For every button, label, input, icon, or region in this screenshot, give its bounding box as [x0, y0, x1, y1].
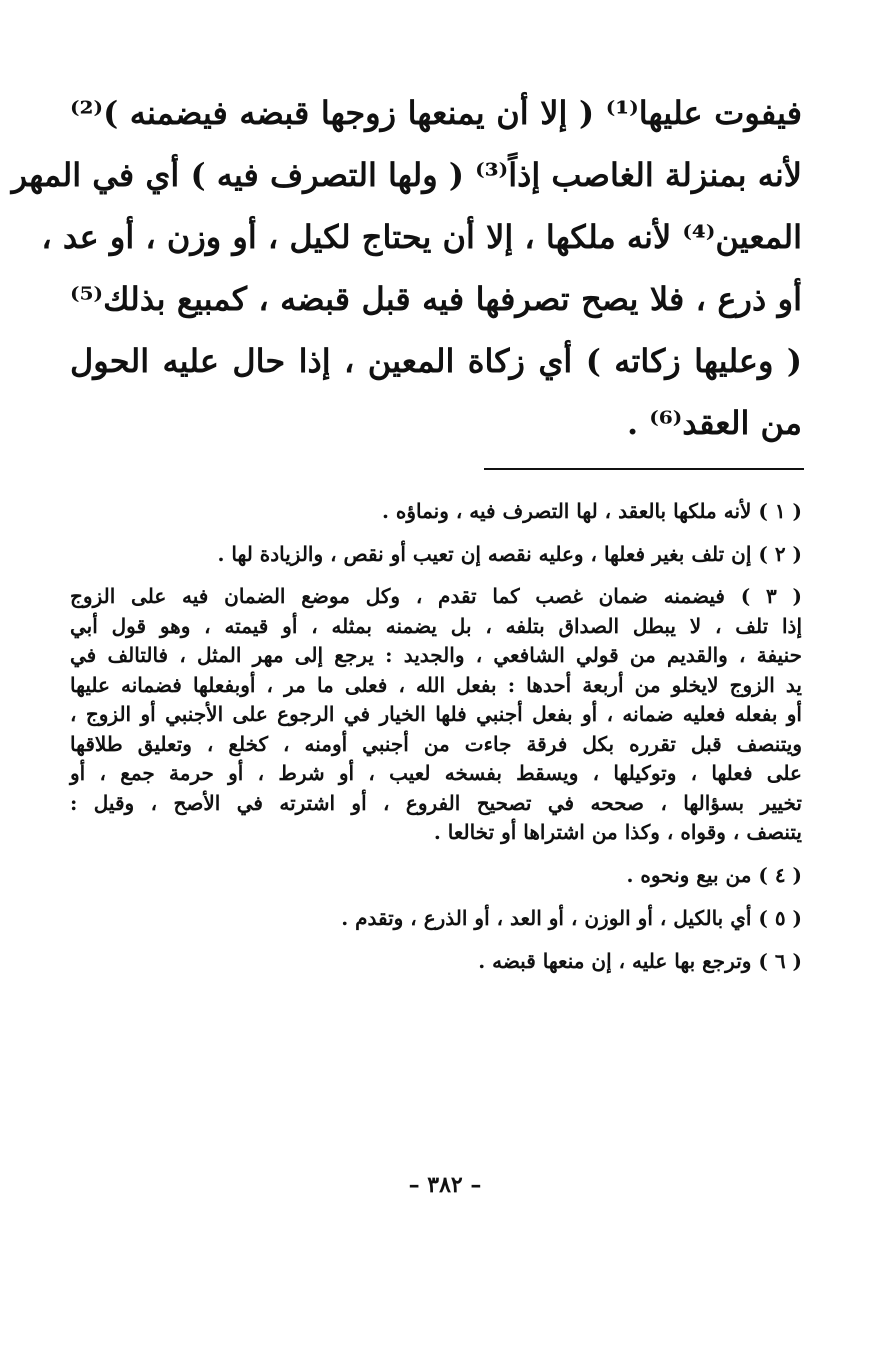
footnote-line: يد الزوج لايخلو من أربعة أحدها : بفعل الله ، فعلى ما مر ، أوبفعلها فضمانه عليها	[70, 672, 802, 697]
footnotes-block	[70, 496, 802, 989]
footnote-line: على فعلها ، وتوكيلها ، ويسقط بفسخه لعيب ، أو شرط ، أو حرمة جمع ، أو	[70, 761, 802, 785]
main-text-line: من العقد⁽⁶⁾ .	[626, 404, 802, 442]
footnote-line: إذا تلف ، لا يبطل الصداق بتلفه ، بل يضمنه بمثله ، أو قيمته ، وهو قول أبي	[70, 613, 802, 638]
footnote-line: ( ١ ) لأنه ملكها بالعقد ، لها التصرف فيه ، ونماؤه .	[381, 499, 802, 523]
footnote-1	[70, 496, 802, 527]
footnote-2	[70, 539, 802, 570]
footnote-line: ( ٥ ) أي بالكيل ، أو الوزن ، أو العد ، أو الذرع ، وتقدم .	[341, 905, 802, 930]
main-text-block	[11, 82, 803, 454]
main-text-line: لأنه بمنزلة الغاصب إذاً⁽³⁾ ( ولها التصرف فيه ) أي في المهر	[11, 156, 802, 194]
footnote-6	[70, 946, 802, 977]
main-text-line: المعين⁽⁴⁾ لأنه ملكها ، إلا أن يحتاج لكيل ، أو وزن ، أو عد ،	[41, 218, 802, 256]
page-number: – ٣٨٢ –	[408, 1172, 482, 1198]
main-text-line: أو ذرع ، فلا يصح تصرفها فيه قبل قبضه ، كمبيع بذلك⁽⁵⁾	[70, 280, 802, 318]
main-text-line: ( وعليها زكاته ) أي زكاة المعين ، إذا حال عليه الحول	[70, 342, 802, 380]
footnote-4	[70, 860, 802, 891]
footnote-line: ( ٣ ) فيضمنه ضمان غصب كما تقدم ، وكل موضع الضمان فيه على الزوج	[70, 584, 802, 608]
footnote-line: ( ٦ ) وترجع بها عليه ، إن منعها قبضه .	[478, 948, 802, 973]
footnote-line: حنيفة ، والقديم من قولي الشافعي ، والجديد : يرجع إلى مهر المثل ، فالتالف في	[70, 643, 802, 667]
footnote-line: أو بفعله فعليه ضمانه ، أو بفعل أجنبي فلها الخيار في الرجوع على الأجنبي أو الزوج ،	[70, 702, 802, 726]
footnote-line: ( ٢ ) إن تلف بغير فعلها ، وعليه نقصه إن تعيب أو نقص ، والزيادة لها .	[217, 542, 802, 566]
footnote-5	[70, 903, 802, 934]
footnote-line: ويتنصف قبل تقرره بكل فرقة جاءت من أجنبي أومنه ، كخلع ، وتعليق طلاقها	[70, 731, 802, 756]
footnote-line: تخيير بسؤالها ، صححه في تصحيح الفروع ، أو اشترته في الأصح ، وقيل :	[70, 790, 802, 815]
main-text-line: فيفوت عليها⁽¹⁾ ( إلا أن يمنعها زوجها قبضه فيضمنه )⁽²⁾	[70, 94, 803, 132]
footnote-line: يتنصف ، وقواه ، وكذا من اشتراها أو تخالعا .	[433, 820, 802, 844]
footnote-line: ( ٤ ) من بيع ونحوه .	[626, 862, 802, 887]
footnote-3	[70, 582, 802, 848]
footnote-divider	[484, 468, 804, 470]
